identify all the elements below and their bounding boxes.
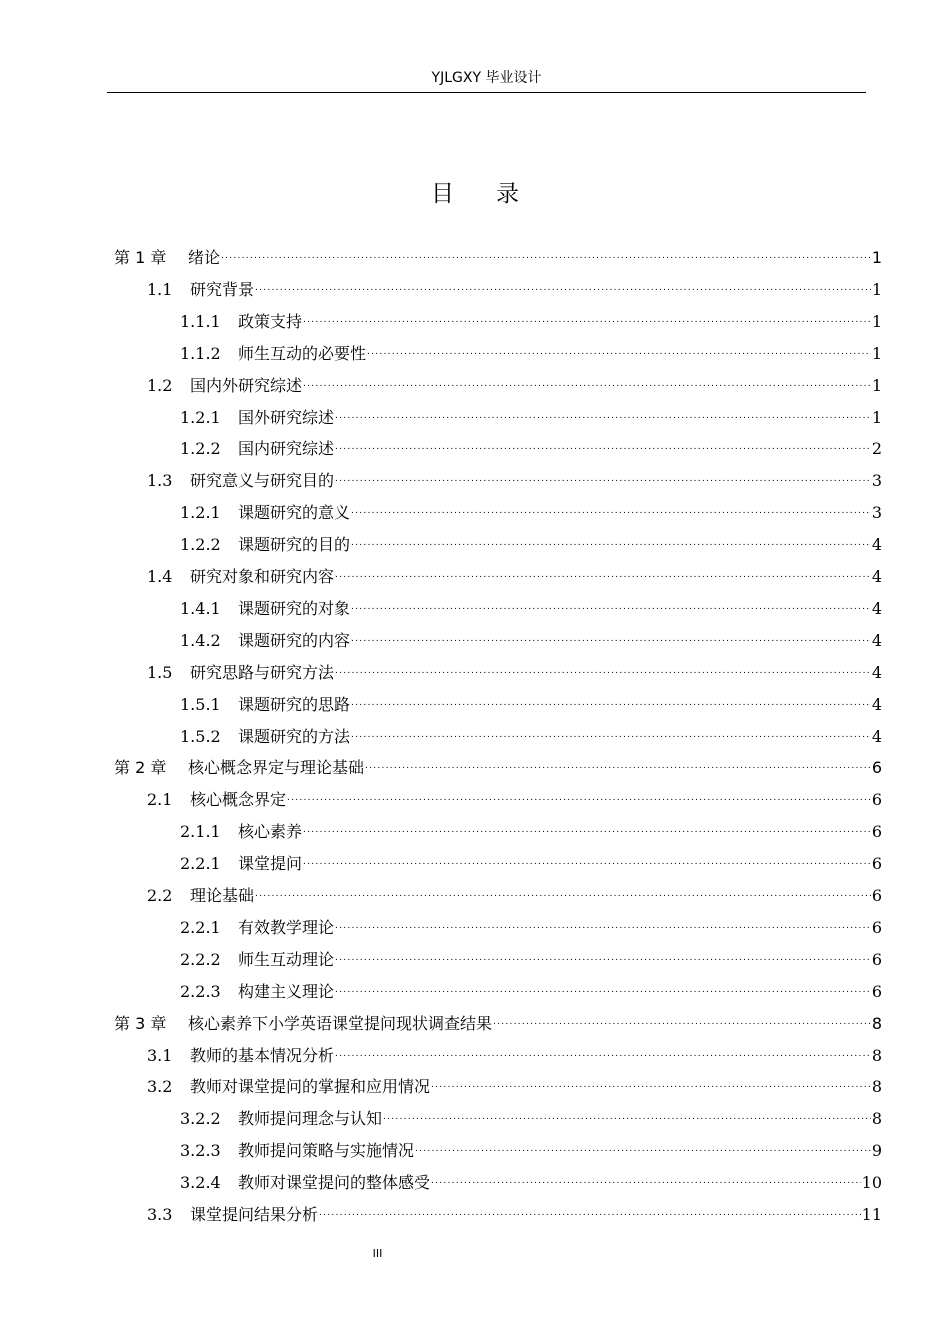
toc-entry-title: 课题研究的内容 — [238, 630, 351, 650]
toc-entry-title: 研究背景 — [190, 279, 255, 299]
toc-leader-dots — [335, 982, 871, 1002]
toc-entry-number: 1.2 — [147, 375, 173, 395]
toc-entry[interactable] — [180, 402, 882, 434]
toc-entry-page: 6 — [871, 886, 882, 905]
toc-entry-title: 师生互动的必要性 — [238, 343, 367, 363]
toc-entry-number: 3.1 — [147, 1045, 173, 1065]
toc-entry-number: 1.5.2 — [180, 726, 221, 746]
toc-entry[interactable] — [114, 752, 882, 784]
toc-entry[interactable] — [147, 1040, 882, 1072]
toc-entry-title: 核心素养下小学英语课堂提问现状调查结果 — [188, 1013, 493, 1033]
toc-entry-number: 第 2 章 — [114, 758, 167, 778]
toc-entry-page: 8 — [871, 1109, 882, 1129]
toc-leader-dots — [335, 567, 871, 587]
toc-entry[interactable] — [180, 529, 882, 561]
toc-entry-number: 1.2.2 — [180, 439, 221, 459]
toc-entry[interactable] — [180, 689, 882, 721]
toc-entry-page: 8 — [871, 1013, 882, 1033]
toc-entry-page: 6 — [871, 949, 882, 969]
toc-entry-title: 课堂提问 — [238, 854, 303, 874]
toc-entry[interactable] — [147, 561, 882, 593]
toc-entry-number: 1.2.1 — [180, 407, 221, 427]
toc-entry-title: 师生互动理论 — [238, 949, 335, 969]
toc-entry-title: 研究意义与研究目的 — [190, 471, 335, 491]
toc-entry-page: 1 — [871, 248, 882, 267]
toc-leader-dots — [335, 663, 871, 683]
toc-leader-dots — [351, 631, 871, 651]
toc-entry-number: 1.2.2 — [180, 535, 221, 555]
toc-entry-number: 3.2.4 — [180, 1173, 221, 1193]
toc-entry-title: 国外研究综述 — [238, 407, 335, 427]
toc-leader-dots — [319, 1205, 861, 1225]
toc-entry-title: 课题研究的方法 — [238, 726, 351, 746]
toc-leader-dots — [335, 1046, 871, 1066]
toc-entry[interactable] — [180, 944, 882, 976]
toc-entry-page: 2 — [871, 439, 882, 459]
toc-entry-title: 有效教学理论 — [238, 917, 335, 937]
toc-entry[interactable] — [147, 370, 882, 402]
toc-entry-number: 1.4 — [147, 567, 173, 586]
toc-entry-page: 6 — [871, 790, 882, 810]
toc-entry[interactable] — [147, 784, 882, 816]
toc-entry[interactable] — [147, 1071, 882, 1103]
toc-leader-dots — [255, 886, 871, 906]
toc-entry-title: 研究思路与研究方法 — [190, 662, 335, 682]
toc-entry-title: 教师提问理念与认知 — [238, 1109, 383, 1129]
toc-entry-number: 2.2.1 — [180, 917, 221, 937]
toc-entry-title: 课堂提问结果分析 — [190, 1205, 319, 1224]
toc-entry-page: 4 — [871, 535, 882, 555]
toc-entry-title: 教师的基本情况分析 — [190, 1045, 335, 1065]
toc-entry-title: 教师提问策略与实施情况 — [238, 1141, 415, 1161]
toc-leader-dots — [493, 1014, 871, 1034]
toc-entry[interactable] — [180, 625, 882, 657]
toc-leader-dots — [303, 822, 871, 842]
toc-leader-dots — [351, 503, 871, 523]
toc-entry-page: 6 — [871, 917, 882, 937]
toc-entry[interactable] — [114, 242, 882, 274]
toc-entry-number: 3.2.2 — [180, 1109, 221, 1129]
toc-entry-number: 2.1.1 — [180, 822, 221, 842]
toc-leader-dots — [383, 1109, 871, 1129]
toc-leader-dots — [351, 599, 871, 619]
page-header: YJLGXY 毕业设计 — [431, 70, 542, 86]
toc-entry-page: 4 — [871, 630, 882, 650]
toc-entry-title: 核心概念界定与理论基础 — [188, 758, 365, 778]
toc-entry-title: 课题研究的对象 — [238, 598, 351, 618]
toc-leader-dots — [335, 918, 871, 938]
toc-entry-number: 1.1.1 — [180, 311, 221, 331]
toc-leader-dots — [303, 376, 871, 396]
toc-entry[interactable] — [180, 848, 882, 880]
toc-entry[interactable] — [147, 1199, 882, 1231]
toc-entry-title: 理论基础 — [190, 886, 255, 905]
toc-entry-page: 6 — [871, 758, 882, 778]
toc-entry-page: 4 — [871, 567, 882, 586]
toc-entry-title: 课题研究的目的 — [238, 535, 351, 555]
toc-entry-title: 教师对课堂提问的掌握和应用情况 — [190, 1077, 431, 1097]
toc-entry[interactable] — [147, 274, 882, 306]
toc-entry-number: 3.2 — [147, 1077, 173, 1097]
toc-entry[interactable] — [180, 1135, 882, 1167]
toc-entry-number: 第 3 章 — [114, 1013, 167, 1033]
toc-entry-number: 1.4.2 — [180, 630, 221, 650]
toc-entry-page: 4 — [871, 662, 882, 682]
toc-entry-number: 2.2 — [147, 886, 173, 905]
toc-entry-page: 6 — [871, 822, 882, 842]
toc-entry[interactable] — [180, 338, 882, 370]
toc-leader-dots — [351, 535, 871, 555]
toc-entry-title: 核心素养 — [238, 822, 303, 842]
toc-entry-number: 2.2.1 — [180, 854, 221, 874]
toc-entry-number: 2.2.3 — [180, 981, 221, 1001]
toc-entry-page: 6 — [871, 981, 882, 1001]
toc-leader-dots — [221, 248, 871, 268]
toc-entry-number: 1.1 — [147, 279, 173, 299]
toc-entry-page: 8 — [871, 1045, 882, 1065]
toc-entry-page: 3 — [871, 471, 882, 491]
toc-entry-number: 1.5 — [147, 662, 173, 682]
toc-entry-page: 4 — [871, 694, 882, 714]
toc-entry-title: 研究对象和研究内容 — [190, 567, 335, 586]
toc-leader-dots — [335, 471, 871, 491]
toc-entry[interactable] — [180, 1103, 882, 1135]
toc-leader-dots — [303, 854, 871, 874]
toc-entry-number: 3.2.3 — [180, 1141, 221, 1161]
toc-leader-dots — [287, 790, 871, 810]
toc-leader-dots — [351, 695, 871, 715]
toc-leader-dots — [335, 950, 871, 970]
toc-entry-number: 1.2.1 — [180, 503, 221, 523]
toc-entry[interactable] — [147, 880, 882, 912]
toc-entry[interactable] — [180, 497, 882, 529]
toc-entry-title: 政策支持 — [238, 311, 303, 331]
toc-entry-page: 4 — [871, 598, 882, 618]
toc-entry[interactable] — [180, 306, 882, 338]
toc-entry[interactable] — [180, 721, 882, 753]
toc-entry-number: 3.3 — [147, 1205, 173, 1224]
toc-entry-number: 2.1 — [147, 790, 173, 810]
toc-entry-number: 1.3 — [147, 471, 173, 491]
toc-entry-title: 课题研究的思路 — [238, 694, 351, 714]
toc-entry-page: 10 — [861, 1173, 882, 1193]
toc-leader-dots — [303, 312, 871, 332]
toc-entry[interactable] — [180, 816, 882, 848]
toc-entry[interactable] — [180, 1167, 882, 1199]
toc-entry-number: 第 1 章 — [114, 248, 167, 267]
toc-entry[interactable] — [180, 593, 882, 625]
toc-entry-page: 4 — [871, 726, 882, 746]
toc-entry-title: 核心概念界定 — [190, 790, 287, 810]
toc-entry-title: 绪论 — [188, 248, 221, 267]
toc-entry[interactable] — [114, 1008, 882, 1040]
toc-entry-title: 国内外研究综述 — [190, 375, 303, 395]
toc-entry-title: 国内研究综述 — [238, 439, 335, 459]
toc-entry-number: 1.5.1 — [180, 694, 221, 714]
toc-entry[interactable] — [180, 433, 882, 465]
toc-entry-title: 构建主义理论 — [238, 981, 335, 1001]
toc-leader-dots — [431, 1077, 871, 1097]
toc-leader-dots — [335, 439, 871, 459]
toc-entry-page: 1 — [871, 407, 882, 427]
toc-entry[interactable] — [180, 912, 882, 944]
page-number: III — [372, 1247, 383, 1260]
toc-entry-page: 1 — [871, 375, 882, 395]
toc-entry-page: 3 — [871, 503, 882, 523]
toc-entry-title: 课题研究的意义 — [238, 503, 351, 523]
toc-leader-dots — [415, 1141, 871, 1161]
toc-leader-dots — [365, 758, 871, 778]
toc-leader-dots — [431, 1173, 861, 1193]
toc-leader-dots — [255, 280, 871, 300]
toc-entry-number: 2.2.2 — [180, 949, 221, 969]
toc-entry[interactable] — [180, 976, 882, 1008]
toc-entry-number: 1.4.1 — [180, 598, 221, 618]
toc-entry[interactable] — [147, 657, 882, 689]
toc-entry-page: 8 — [871, 1077, 882, 1097]
toc-entry-page: 1 — [871, 311, 882, 331]
toc-entry-page: 1 — [871, 343, 882, 363]
toc-title: 目录 — [431, 181, 561, 207]
toc-leader-dots — [335, 408, 871, 428]
toc-entry-page: 6 — [871, 854, 882, 874]
toc-entry[interactable] — [147, 465, 882, 497]
toc-entry-page: 9 — [871, 1141, 882, 1161]
toc-leader-dots — [367, 344, 871, 364]
toc-entry-page: 11 — [861, 1205, 882, 1224]
header-divider — [107, 92, 866, 93]
toc-entry-number: 1.1.2 — [180, 343, 221, 363]
toc-entry-title: 教师对课堂提问的整体感受 — [238, 1173, 431, 1193]
toc-leader-dots — [351, 727, 871, 747]
toc-entry-page: 1 — [871, 279, 882, 299]
